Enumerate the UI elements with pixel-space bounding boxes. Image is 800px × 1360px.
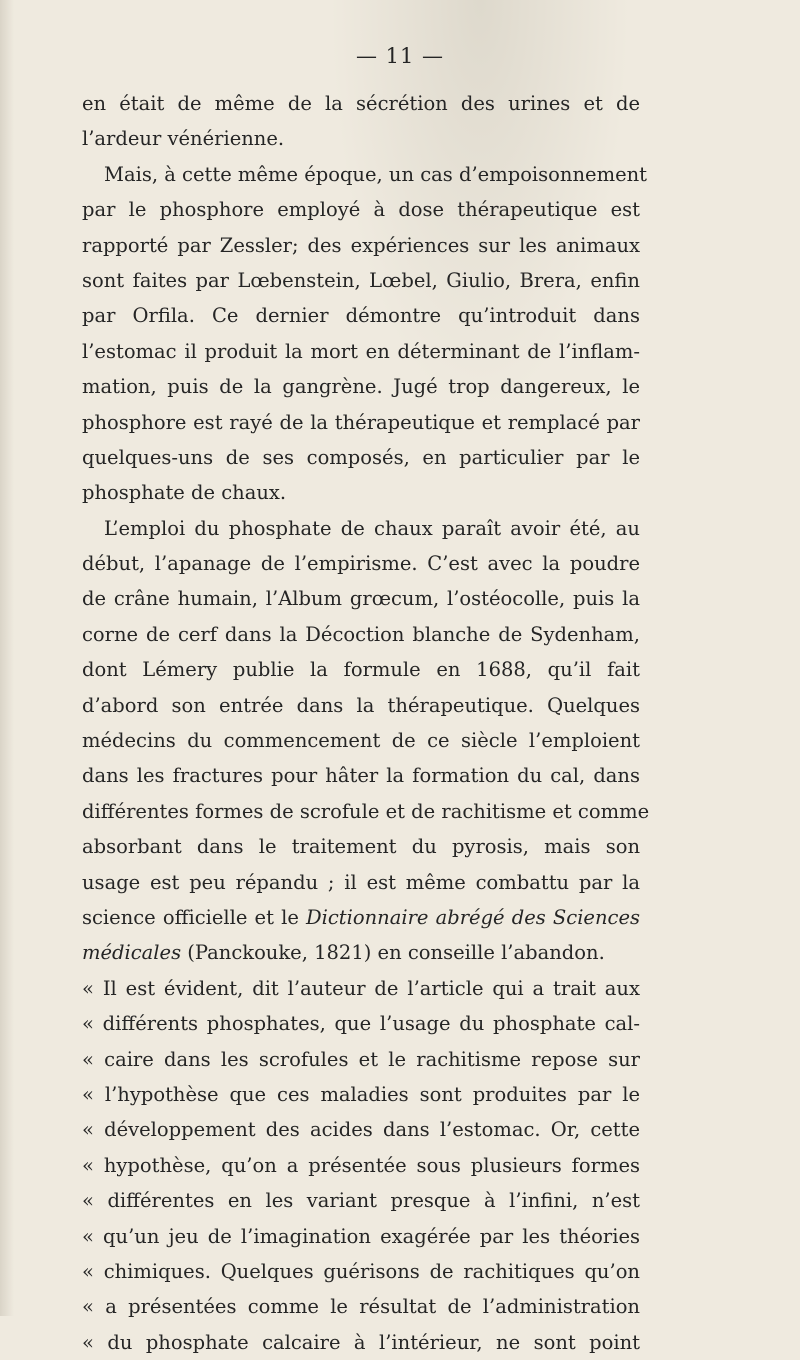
text-line: début, l’apanage de l’empirisme. C’est avec la poudre [82, 552, 640, 576]
text-line: d’abord son entrée dans la thérapeutique. Quelques [82, 693, 640, 717]
text-line: différentes formes de scrofule et de rachitisme et comme [82, 799, 650, 823]
quote-line: « du phosphate calcaire à l’intérieur, ne sont point [82, 1330, 640, 1354]
quote-line: « caire dans les scrofules et le rachitisme repose sur [82, 1047, 640, 1071]
text-line: mation, puis de la gangrène. Jugé trop dangereux, le [82, 375, 640, 399]
text-line: absorbant dans le traitement du pyrosis, mais son [82, 835, 640, 859]
book-title-cont: médicales [82, 941, 182, 965]
text-line: usage est peu répandu ; il est même combattu par la [82, 870, 640, 894]
text-line: l’ardeur vénérienne. [82, 127, 285, 151]
text-line: corne de cerf dans la Décoction blanche de Sydenham, [82, 622, 640, 646]
quote-line: « différentes en les variant presque à l’infini, n’est [82, 1189, 640, 1213]
quote-line: « Il est évident, dit l’auteur de l’article qui a trait aux [82, 976, 640, 1000]
text-line: phosphore est rayé de la thérapeutique et remplacé par [82, 410, 640, 434]
quote-line: « a présentées comme le résultat de l’administration [82, 1295, 640, 1319]
text-line: dont Lémery publie la formule en 1688, qu’il fait [82, 658, 640, 682]
text-line: rapporté par Zessler; des expériences sur les animaux [82, 233, 640, 257]
book-title: Dictionnaire abrégé des Sciences [306, 905, 641, 929]
text-line: de crâne humain, l’Album grœcum, l’ostéocolle, puis la [82, 587, 640, 611]
text-line: Mais, à cette même époque, un cas d’empoisonnement [104, 162, 648, 186]
body-text [82, 86, 650, 1360]
text-line-with-title [82, 900, 640, 935]
text-line: L’emploi du phosphate de chaux paraît avoir été, au [104, 516, 640, 540]
quote-line: « hypothèse, qu’on a présentée sous plusieurs formes [82, 1153, 640, 1177]
text-segment: science officielle et le [82, 905, 299, 929]
quote-line: « l’hypothèse que ces maladies sont produites par le [82, 1082, 640, 1106]
text-line: phosphate de chaux. [82, 481, 287, 505]
text-line: en était de même de la sécrétion des urines et de [82, 92, 640, 115]
text-segment: (Panckouke, 1821) en conseille l’abandon. [181, 941, 605, 965]
quote-line: « chimiques. Quelques guérisons de rachitiques qu’on [82, 1259, 640, 1283]
text-line: sont faites par Lœbenstein, Lœbel, Giulio, Brera, enfin [82, 268, 640, 292]
text-line: quelques-uns de ses composés, en particulier par le [82, 445, 640, 469]
text-line: par Orfila. Ce dernier démontre qu’introduit dans [82, 304, 640, 328]
quote-line: « développement des acides dans l’estomac. Or, cette [82, 1118, 640, 1142]
text-line: médecins du commencement de ce siècle l’emploient [82, 729, 640, 753]
quote-line: « différents phosphates, que l’usage du phosphate cal- [82, 1012, 640, 1036]
text-line-with-title [82, 935, 640, 970]
page-number: — 11 — [355, 44, 445, 68]
text-line: l’estomac il produit la mort en déterminant de l’inflam- [82, 339, 640, 363]
text-line: dans les fractures pour hâter la formation du cal, dans [82, 764, 640, 788]
text-line: par le phosphore employé à dose thérapeutique est [82, 198, 640, 222]
quote-line: « qu’un jeu de l’imagination exagérée par les théories [82, 1224, 640, 1248]
